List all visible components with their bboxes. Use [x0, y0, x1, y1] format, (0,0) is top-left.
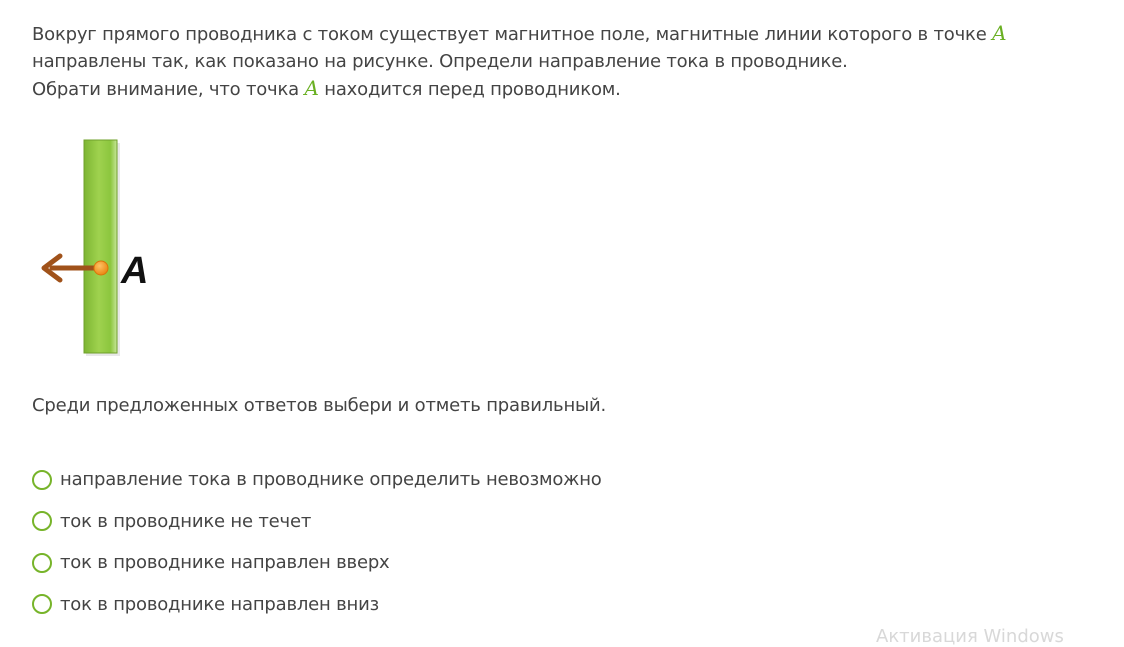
question-text [32, 20, 1102, 103]
option-label: ток в проводнике направлен вверх [60, 552, 390, 574]
radio-button[interactable] [32, 511, 52, 531]
point-variable: A [304, 76, 319, 100]
point-a-marker [94, 261, 108, 275]
question-line-1 [32, 20, 1102, 48]
conductor [84, 140, 117, 353]
question-text-part: Вокруг прямого проводника с током существует магнитное поле, магнитные линии которого в точке [32, 24, 993, 45]
question-line-3 [32, 75, 1102, 103]
windows-activation-watermark: Активация Windows [876, 626, 1064, 647]
radio-button[interactable] [32, 553, 52, 573]
answer-option[interactable] [32, 459, 602, 501]
instruction-text: Среди предложенных ответов выбери и отметь правильный. [32, 395, 607, 416]
answer-option[interactable] [32, 501, 602, 543]
radio-button[interactable] [32, 594, 52, 614]
conductor-figure [30, 132, 170, 362]
question-text-part: Обрати внимание, что точка [32, 79, 305, 100]
answer-options [32, 459, 602, 625]
point-a-label: A [121, 250, 149, 292]
question-line-2: направлены так, как показано на рисунке. Определи направление тока в проводнике. [32, 51, 848, 72]
question-text-part: находится перед проводником. [318, 79, 621, 100]
radio-button[interactable] [32, 470, 52, 490]
answer-option[interactable] [32, 584, 602, 626]
option-label: ток в проводнике не течет [60, 510, 312, 532]
option-label: ток в проводнике направлен вниз [60, 593, 379, 615]
point-variable: A [992, 21, 1007, 45]
answer-option[interactable] [32, 542, 602, 584]
conductor-diagram [30, 132, 170, 362]
option-label: направление тока в проводнике определить невозможно [60, 469, 602, 491]
